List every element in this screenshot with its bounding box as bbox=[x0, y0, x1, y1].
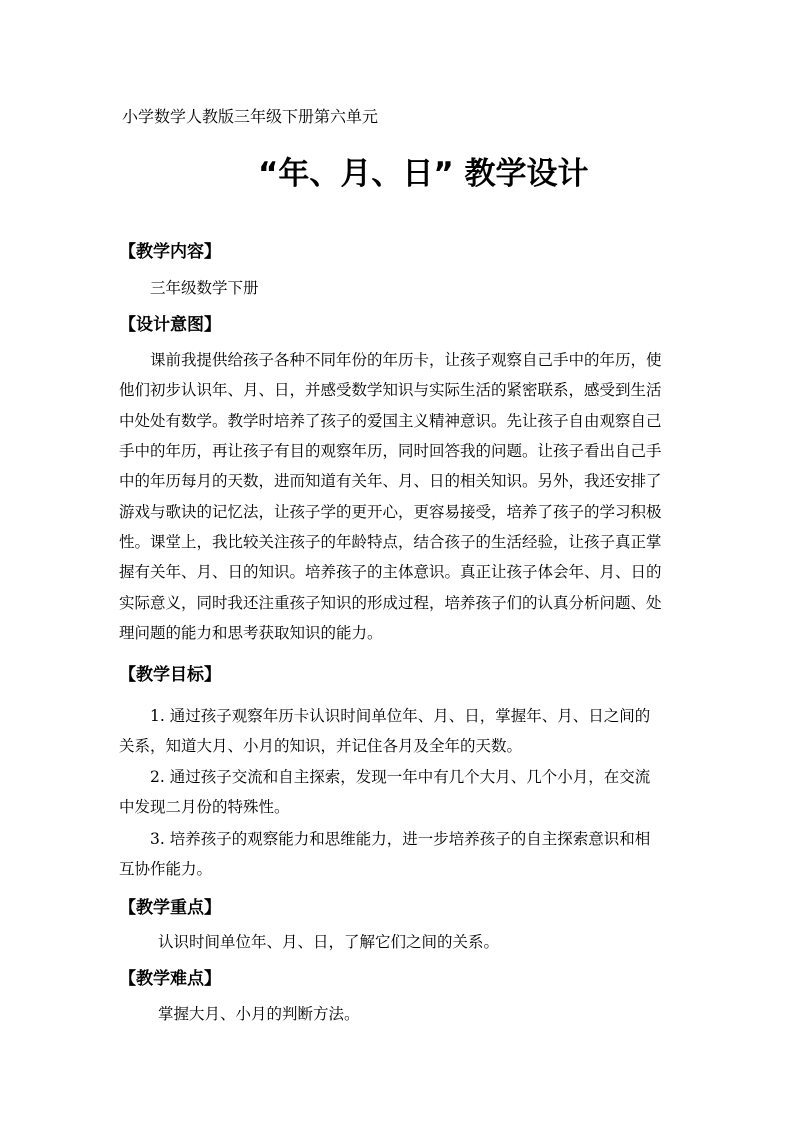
section-heading-content: 【教学内容】 bbox=[119, 242, 221, 262]
difficulty-line: 掌握大月、小月的判断方法。 bbox=[158, 1005, 360, 1023]
goal-line: 中发现二月份的特殊性。 bbox=[119, 798, 290, 816]
goal-line: 3. 培养孩子的观察能力和思维能力，进一步培养孩子的自主探索意识和相 bbox=[150, 830, 651, 848]
intent-line: 实际意义，同时我还注重孩子知识的形成过程，培养孩子们的认真分析问题、处 bbox=[119, 594, 662, 612]
intent-line: 理问题的能力和思考获取知识的能力。 bbox=[119, 624, 383, 642]
section-heading-keypoints: 【教学重点】 bbox=[119, 898, 221, 918]
intent-line: 课前我提供给孩子各种不同年份的年历卡，让孩子观察自己手中的年历，使 bbox=[150, 351, 662, 369]
keypoint-line: 认识时间单位年、月、日，了解它们之间的关系。 bbox=[158, 933, 500, 951]
intent-line: 握有关年、月、日的知识。培养孩子的主体意识。真正让孩子体会年、月、日的 bbox=[119, 563, 662, 581]
intent-line: 手中的年历，再让孩子有目的观察年历，同时回答我的问题。让孩子看出自己手 bbox=[119, 442, 662, 460]
document-subtitle: 小学数学人教版三年级下册第六单元 bbox=[122, 107, 379, 126]
section-heading-goals: 【教学目标】 bbox=[119, 665, 221, 685]
content-line: 三年级数学下册 bbox=[150, 279, 259, 297]
document-title: “年、月、日” 教学设计 bbox=[258, 156, 589, 192]
intent-line: 性。课堂上，我比较关注孩子的年龄特点，结合孩子的生活经验，让孩子真正掌 bbox=[119, 533, 662, 551]
goal-line: 2. 通过孩子交流和自主探索，发现一年中有几个大月、几个小月，在交流 bbox=[150, 768, 651, 786]
section-heading-intent: 【设计意图】 bbox=[119, 315, 221, 335]
intent-line: 中的年历每月的天数，进而知道有关年、月、日的相关知识。另外，我还安排了 bbox=[119, 472, 662, 490]
intent-line: 他们初步认识年、月、日，并感受数学知识与实际生活的紧密联系，感受到生活 bbox=[119, 381, 662, 399]
intent-line: 中处处有数学。教学时培养了孩子的爱国主义精神意识。先让孩子自由观察自己 bbox=[119, 412, 662, 430]
goal-line: 关系，知道大月、小月的知识，并记住各月及全年的天数。 bbox=[119, 737, 523, 755]
goal-line: 互协作能力。 bbox=[119, 860, 213, 878]
goal-line: 1. 通过孩子观察年历卡认识时间单位年、月、日，掌握年、月、日之间的 bbox=[150, 707, 651, 725]
section-heading-difficulties: 【教学难点】 bbox=[119, 969, 221, 989]
intent-line: 游戏与歌诀的记忆法，让孩子学的更开心，更容易接受，培养了孩子的学习积极 bbox=[119, 503, 662, 521]
